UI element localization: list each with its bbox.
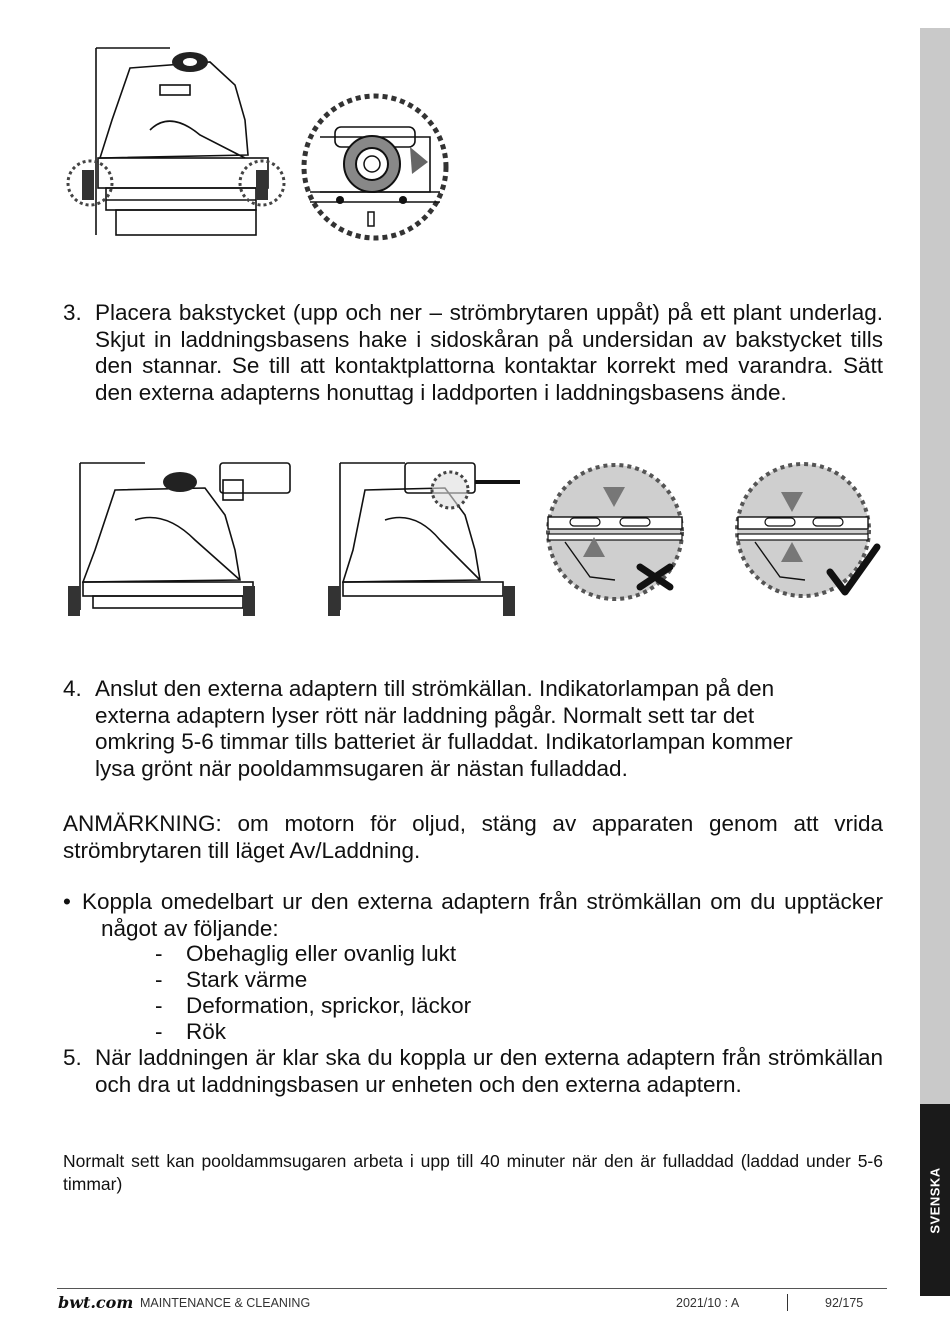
wheel-detail-closeup-illustration [300,92,450,242]
list-item: Deformation, sprickor, läckor [186,993,472,1018]
footer-page-number: 92/175 [825,1296,864,1310]
charging-base-inserted-illustration [325,460,525,625]
footer-divider [57,1288,887,1289]
footnote-text: Normalt sett kan pooldammsugaren arbeta i upp till 40 minuter när den är fulladdad (laddad under 5-6 timmar) [63,1151,883,1194]
brand-logo: bwt.com [58,1293,134,1312]
footer-version: 2021/10 : A [676,1296,740,1310]
step-4-line: omkring 5-6 timmar tills batteriet är fulladdat. Indikatorlampan kommer [95,729,793,754]
footer-separator [787,1294,788,1311]
dash-marker: - [155,941,163,966]
correct-contact-alignment-closeup [735,462,880,602]
step-4-number: 4. [63,676,82,701]
step-4-line: Anslut den externa adaptern till strömkällan. Indikatorlampan på den [95,676,775,701]
language-tab-label: SVENSKA [927,1166,943,1234]
list-item: Rök [186,1019,227,1044]
dash-marker: - [155,993,163,1018]
incorrect-contact-alignment-closeup [545,462,685,602]
step-5-text: När laddningen är klar ska du koppla ur den externa adaptern från strömkällan och dra ut laddningsbasen ur enheten och den externa adaptern. [95,1045,883,1097]
side-tab-background [920,28,950,1104]
step-4-line: externa adaptern lyser rött när laddning pågår. Normalt sett tar det [95,702,755,728]
step-3-text: Placera bakstycket (upp och ner – strömbrytaren uppåt) på ett plant underlag. Skjut in laddningsbasens hake i sidoskåran på undersidan av bakstycket tills den stannar. Se till att kontaktplattorna kontaktar korrekt med varandra. Sätt den externa adapterns honuttag i laddporten i laddningsbasens ände. [95,300,883,405]
bullet-symbol: • [63,889,71,914]
pool-cleaner-rear-view-illustration [60,40,290,245]
step-5-number: 5. [63,1045,82,1070]
step-3-number: 3. [63,300,82,325]
list-item: Obehaglig eller ovanlig lukt [186,941,457,966]
language-tab-label-wrapper [920,1104,950,1296]
dash-marker: - [155,1019,163,1044]
pool-cleaner-with-charging-base-illustration [65,460,295,625]
note-text: ANMÄRKNING: om motorn för oljud, stäng av apparaten genom att vrida strömbrytaren till läget Av/Laddning. [63,811,883,863]
dash-marker: - [155,967,163,992]
list-item: Stark värme [186,967,308,992]
footer-section-title: MAINTENANCE & CLEANING [140,1296,311,1310]
step-4-text [95,676,885,782]
step-4-line: lysa grönt när pooldammsugaren är nästan fulladdad. [95,755,628,781]
bullet-text: Koppla omedelbart ur den externa adaptern från strömkällan om du upptäcker något av följande: [82,889,883,941]
